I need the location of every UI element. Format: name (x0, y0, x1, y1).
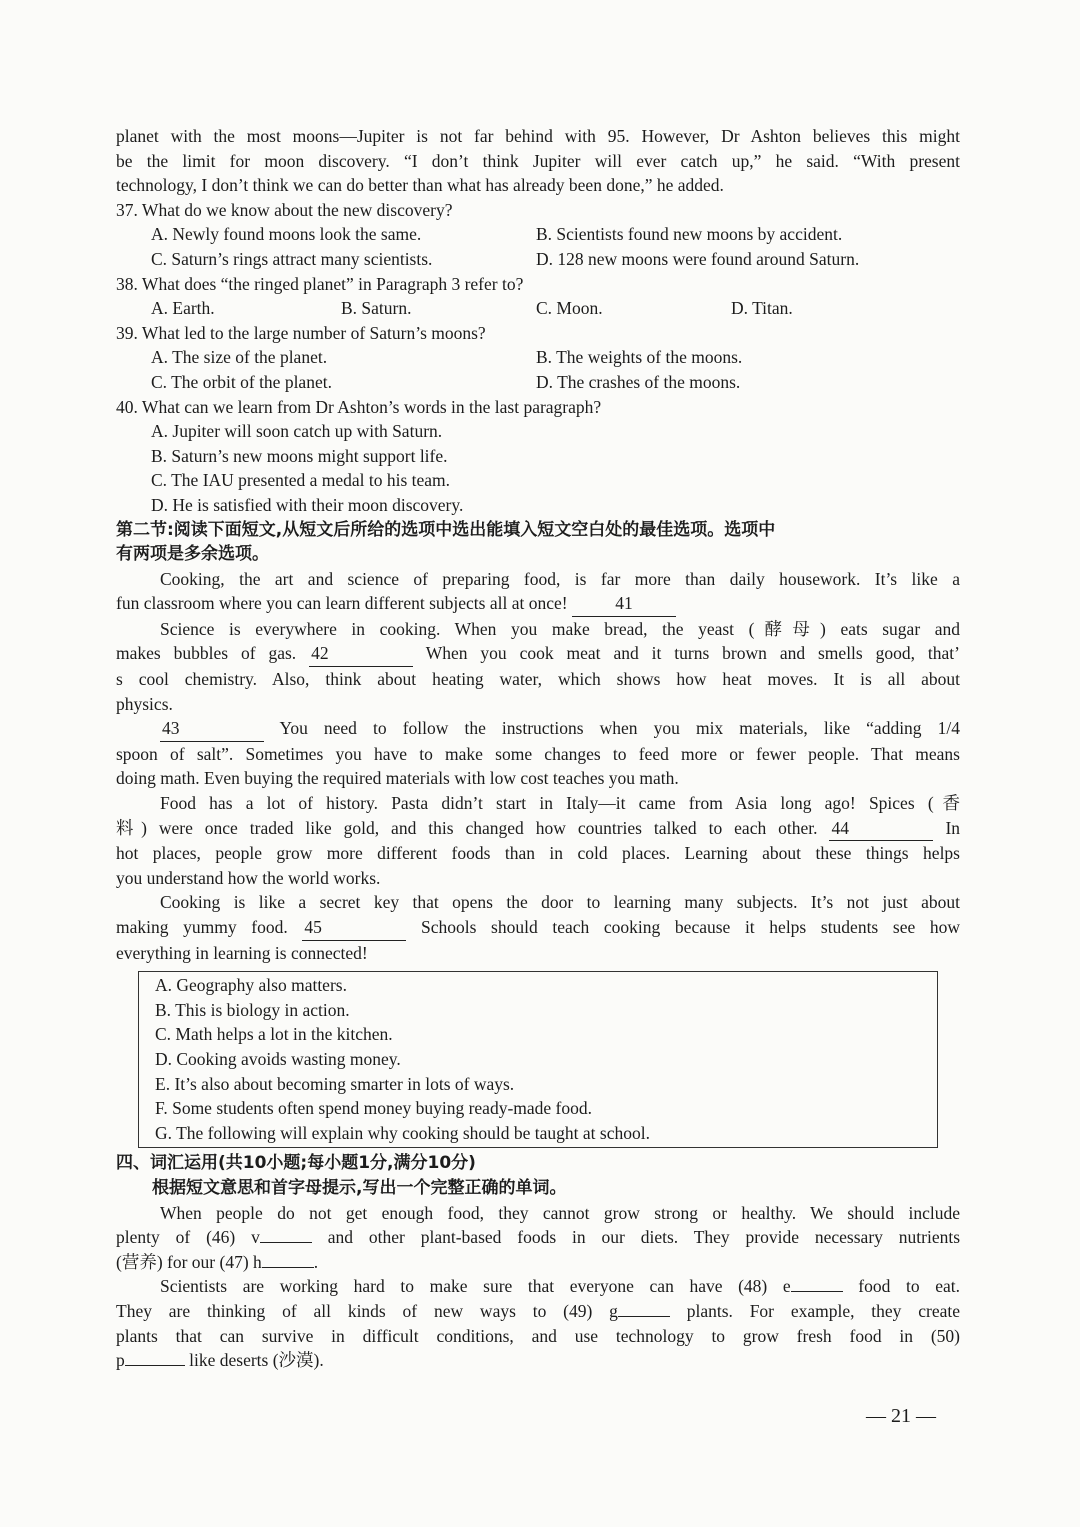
option-d: D. He is satisfied with their moon discovery. (151, 494, 464, 515)
choice-f: F. Some students often spend money buying ready-made food. (155, 1098, 592, 1119)
paragraph-line: You need to follow the instructions when you mix materials, like “adding 1/4 (279, 718, 960, 739)
choices-box (138, 971, 938, 1148)
option-a: A. Earth. (151, 298, 215, 319)
question-stem: 39. What led to the large number of Saturn’s moons? (116, 322, 486, 343)
choice-e: E. It’s also about becoming smarter in lots of ways. (155, 1073, 515, 1094)
paragraph-line: Schools should teach cooking because it helps students see how (420, 917, 961, 937)
paragraph-line: spoon of salt”. Sometimes you have to make some changes to feed more or fewer people. That means (116, 743, 960, 764)
option-d: D. 128 new moons were found around Saturn. (536, 248, 860, 269)
choice-g: G. The following will explain why cooking should be taught at school. (155, 1122, 650, 1143)
section-heading-line: 第二节:阅读下面短文,从短文后所给的选项中选出能填入短文空白处的最佳选项。选项中 (116, 519, 776, 540)
blank-47-prefix: (营养) for our (47) h (116, 1251, 262, 1272)
blank-42: 42 (309, 641, 413, 667)
paragraph-line: plants. For example, they create (686, 1300, 961, 1321)
passage-line: planet with the most moons—Jupiter is not far behind with 95. However, Dr Ashton believes this might (116, 126, 960, 146)
paragraph-line: Food has a lot of history. Pasta didn’t start in Italy—it came from Asia long ago! Spices (香 (160, 793, 960, 814)
paragraph-line: fun classroom where you can learn different subjects all at once! (116, 593, 568, 614)
page-number: — 21 — (866, 1405, 936, 1427)
choice-a: A. Geography also matters. (155, 975, 347, 996)
blank-50-prefix: p (116, 1350, 125, 1371)
section-instruction: 根据短文意思和首字母提示,写出一个完整正确的单词。 (152, 1177, 567, 1198)
option-b: B. The weights of the moons. (536, 347, 743, 368)
option-d: D. The crashes of the moons. (536, 371, 741, 392)
blank-43: 43 (160, 716, 264, 742)
exam-page (116, 124, 960, 1373)
passage-line: be the limit for moon discovery. “I don’t think Jupiter will ever catch up,” he said. “With present (116, 150, 960, 171)
paragraph-line: everything in learning is connected! (116, 942, 368, 963)
option-c: C. Moon. (536, 298, 603, 319)
question-38 (116, 272, 960, 321)
paragraph-line: . (313, 1251, 319, 1272)
blank-46-prefix: plenty of (46) v (116, 1227, 260, 1248)
paragraph-line: food to eat. (858, 1276, 960, 1297)
paragraph-line: In (945, 817, 961, 838)
option-b: B. Saturn. (341, 298, 412, 319)
cloze-passage (116, 567, 960, 966)
choice-d: D. Cooking avoids wasting money. (155, 1048, 401, 1069)
paragraph-line: doing math. Even buying the required materials with low cost teaches you math. (116, 768, 679, 789)
option-a: A. Jupiter will soon catch up with Saturn. (151, 421, 443, 442)
paragraph-line: 料) were once traded like gold, and this changed how countries talked to each other. (116, 817, 818, 838)
choice-c: C. Math helps a lot in the kitchen. (155, 1024, 393, 1045)
question-stem: 37. What do we know about the new discovery? (116, 199, 453, 220)
option-d: D. Titan. (731, 298, 793, 319)
paragraph-line: Cooking, the art and science of preparing food, is far more than daily housework. It’s like a (160, 568, 960, 589)
passage-line: technology, I don’t think we can do better than what has already been done,” he added. (116, 175, 724, 196)
option-b: B. Saturn’s new moons might support life. (151, 445, 448, 466)
choice-b: B. This is biology in action. (155, 999, 350, 1020)
blank-48[interactable] (791, 1291, 843, 1292)
blank-48-prefix: Scientists are working hard to make sure that everyone can have (48) e (160, 1276, 791, 1297)
blank-46[interactable] (260, 1242, 312, 1243)
blank-45: 45 (302, 915, 406, 941)
blank-49[interactable] (618, 1316, 670, 1317)
paragraph-line: hot places, people grow more different foods than in cold places. Learning about these things helps (116, 843, 960, 864)
question-40 (116, 395, 960, 518)
question-37 (116, 198, 960, 272)
paragraph-line: and other plant-based foods in our diets. They provide necessary nutrients (327, 1227, 961, 1248)
question-39 (116, 321, 960, 395)
paragraph-line: When people do not get enough food, they cannot grow strong or healthy. We should include (160, 1202, 960, 1223)
paragraph-line: physics. (116, 693, 173, 714)
paragraph-line: s cool chemistry. Also, think about heating water, which shows how heat moves. It is all about (116, 669, 960, 690)
section-heading: 四、词汇运用(共10小题;每小题1分,满分10分) (116, 1153, 476, 1174)
option-a: A. Newly found moons look the same. (151, 224, 422, 245)
section-2-heading (116, 518, 960, 567)
paragraph-line: plants that can survive in difficult conditions, and use technology to grow fresh food in (50) (116, 1325, 960, 1346)
paragraph-line: Cooking is like a secret key that opens the door to learning many subjects. It’s not just about (160, 892, 960, 913)
option-b: B. Scientists found new moons by accident. (536, 224, 843, 245)
paragraph-line: Science is everywhere in cooking. When you make bread, the yeast (酵母) eats sugar and (160, 618, 960, 639)
blank-41: 41 (572, 591, 676, 617)
paragraph-line: When you cook meat and it turns brown and smells good, that’ (425, 643, 960, 664)
section-heading-line: 有两项是多余选项。 (116, 544, 269, 565)
paragraph-line: making yummy food. (116, 917, 288, 937)
option-a: A. The size of the planet. (151, 347, 328, 368)
question-stem: 38. What does “the ringed planet” in Paragraph 3 refer to? (116, 273, 524, 294)
paragraph-line: you understand how the world works. (116, 867, 381, 888)
blank-44: 44 (829, 816, 933, 842)
paragraph-line: like deserts (沙漠). (189, 1350, 324, 1371)
blank-50[interactable] (125, 1365, 185, 1366)
option-c: C. Saturn’s rings attract many scientists. (151, 248, 433, 269)
paragraph-line: makes bubbles of gas. (116, 643, 297, 664)
blank-49-prefix: They are thinking of all kinds of new ways to (49) g (116, 1300, 618, 1321)
question-stem: 40. What can we learn from Dr Ashton’s words in the last paragraph? (116, 396, 602, 417)
blank-47[interactable] (262, 1267, 314, 1268)
option-c: C. The orbit of the planet. (151, 371, 332, 392)
section-4 (116, 1151, 960, 1372)
option-c: C. The IAU presented a medal to his team. (151, 470, 451, 491)
passage-tail (116, 124, 960, 198)
